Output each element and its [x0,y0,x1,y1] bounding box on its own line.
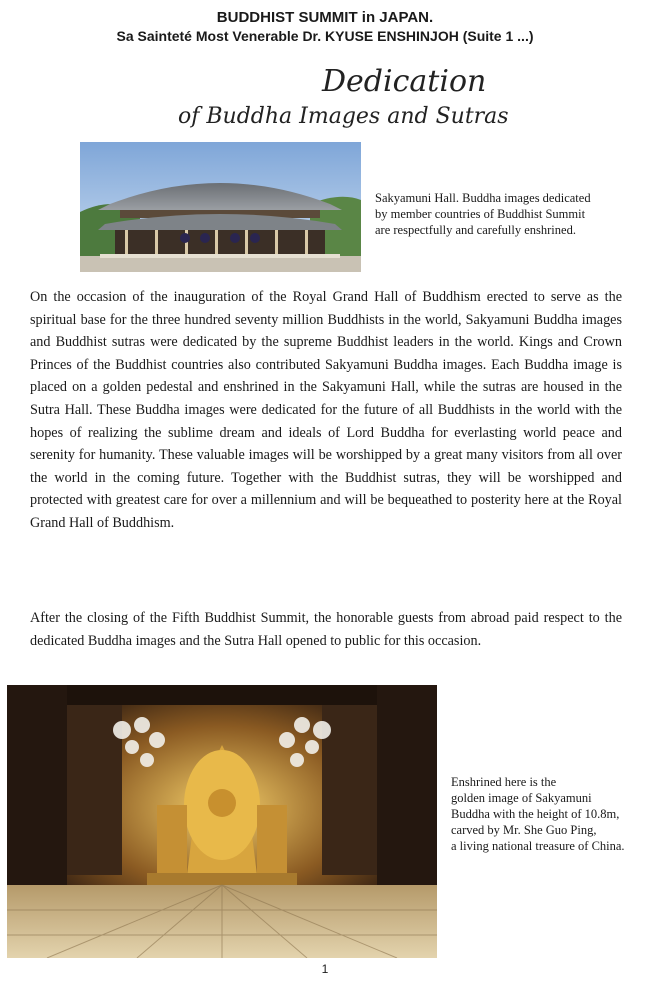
body-paragraph-1: On the occasion of the inauguration of the Royal Grand Hall of Buddhism erected to serve as the spiritual base for the three hundred seventy million Buddhists in the world, Sakyamuni Buddha images and Buddhist sutras were dedicated by the supreme Buddhist leaders in the world. Kings and Crown Princes of the Buddhist countries also contributed Sakyamuni Buddha images. Each Buddha image is placed on a golden pedestal and enshrined in the Sakyamuni Hall, while the sutras are housed in the Sutra Hall. These Buddha images were dedicated for the future of all Buddhists in the world with the hopes of realizing the sublime dream and ideals of Lord Buddha for everlasting world peace and serenity for humanity. These valuable images will be worshipped by a great many visitors from all over the world in the coming future. Together with the Buddhist sutras, they will be worshipped and protected with greatest care for over a millennium and will be bequeathed to posterity here at the Royal Grand Hall of Buddhism. [30,289,622,531]
caption-line: a living national treasure of China. [451,839,625,853]
header-line-1: BUDDHIST SUMMIT in JAPAN. [216,9,434,26]
page-number: 1 [321,962,329,976]
caption-line: Enshrined here is the [451,775,557,789]
header-line-2: Sa Sainteté Most Venerable Dr. KYUSE ENSHINJOH (Suite 1 ...) [116,28,534,44]
section-title: Dedication [322,64,487,99]
caption-line: golden image of Sakyamuni [451,791,592,805]
section-subtitle: of Buddha Images and Sutras [178,104,509,129]
caption-line: carved by Mr. She Guo Ping, [451,823,597,837]
buddha-image-interior-photo [7,685,437,958]
document-header [0,8,650,46]
interior-photo-caption [451,774,646,854]
hall-photo-caption: Sakyamuni Hall. Buddha images dedicated by member countries of Buddhist Summit are respectfully and carefully enshrined. [375,191,591,237]
body-paragraph-2: After the closing of the Fifth Buddhist Summit, the honorable guests from abroad paid respect to the dedicated Buddha images and the Sutra Hall opened to public for this occasion. [30,610,622,649]
sakyamuni-hall-photo [80,142,361,272]
caption-line: Buddha with the height of 10.8m, [451,807,620,821]
